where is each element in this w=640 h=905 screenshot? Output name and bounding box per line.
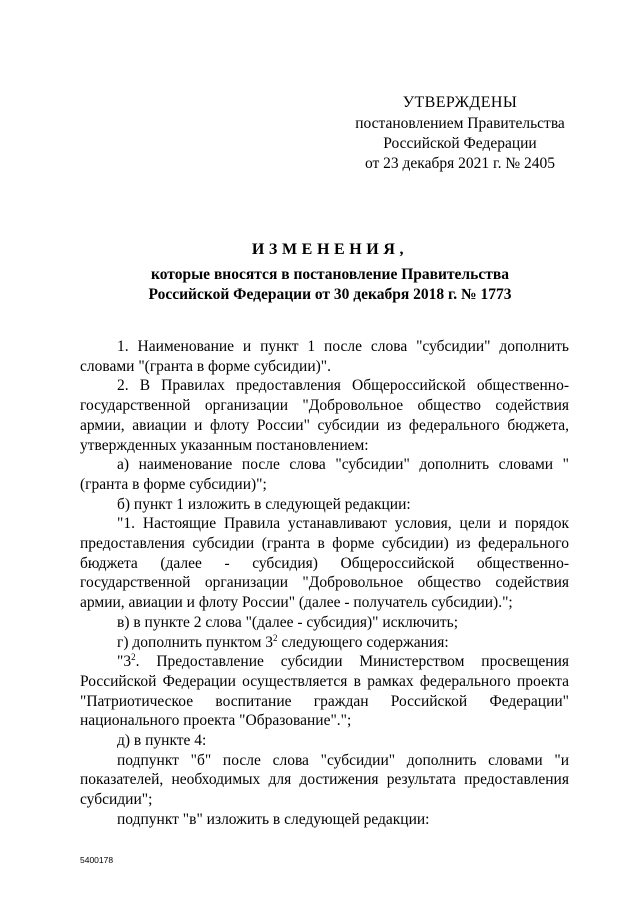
paragraph-1: 1. Наименование и пункт 1 после слова "субсидии" дополнить словами "(гранта в форме субсидии)". [80,338,569,375]
paragraph-8-text: . Предоставление субсидии Министерством просвещения Российской Федерации осуществляется в рамках федерального проекта "Патриотическое воспитание граждан Российской Федерации" национального проекта "Образование"."; [80,653,569,730]
paragraph-7-superscript: 2 [273,632,278,643]
approval-line-3: от 23 декабря 2021 г. № 2405 [364,155,556,172]
approval-line-2: Российской Федерации [383,135,537,152]
paragraph-9: д) в пункте 4: [117,732,207,750]
approval-block [330,93,590,174]
approval-heading: УТВЕРЖДЕНЫ [402,94,518,111]
paragraph-8-superscript: 2 [131,652,136,663]
document-title: ИЗМЕНЕНИЯ, [251,241,409,258]
paragraph-10: подпункт "б" после слова "субсидии" дополнить словами "и показателей, необходимых для достижения результата предоставления субсидии"; [80,751,569,809]
paragraph-6: в) в пункте 2 слова "(далее - субсидия)" исключить; [117,613,459,631]
paragraph-7-tail: следующего содержания: [277,633,449,651]
paragraph-7-text: г) дополнить пунктом 3 [117,633,274,651]
document-code: 5400178 [80,855,114,865]
paragraph-8-head: "3 [117,653,132,671]
paragraph-3: а) наименование после слова "субсидии" дополнить словами "(гранта в форме субсидии)"; [80,456,569,493]
paragraph-7 [80,633,569,653]
document-subtitle [80,265,580,305]
approval-line-1: постановлением Правительства [355,115,565,132]
paragraph-2: 2. В Правилах предоставления Общероссийской общественно-государственной организации "Добровольное общество содействия армии, авиации и флоту России" субсидии из федерального бюджета, утвержденных указанным постановлением: [80,377,569,454]
paragraph-11: подпункт "в" изложить в следующей редакции: [117,810,430,828]
paragraph-8 [80,652,569,731]
subtitle-line-1: которые вносятся в постановление Правительства [151,266,509,283]
paragraph-4: б) пункт 1 изложить в следующей редакции: [117,495,411,513]
subtitle-line-2: Российской Федерации от 30 декабря 2018 г. № 1773 [148,286,512,303]
document-body [80,337,569,830]
paragraph-5: "1. Настоящие Правила устанавливают условия, цели и порядок предоставления субсидии (гранта в форме субсидии) из федерального бюджета (далее - субсидия) Общероссийской общественно-государственной организации "Добровольное общество содействия армии, авиации и флоту России" (далее - получатель субсидии)."; [80,515,569,612]
